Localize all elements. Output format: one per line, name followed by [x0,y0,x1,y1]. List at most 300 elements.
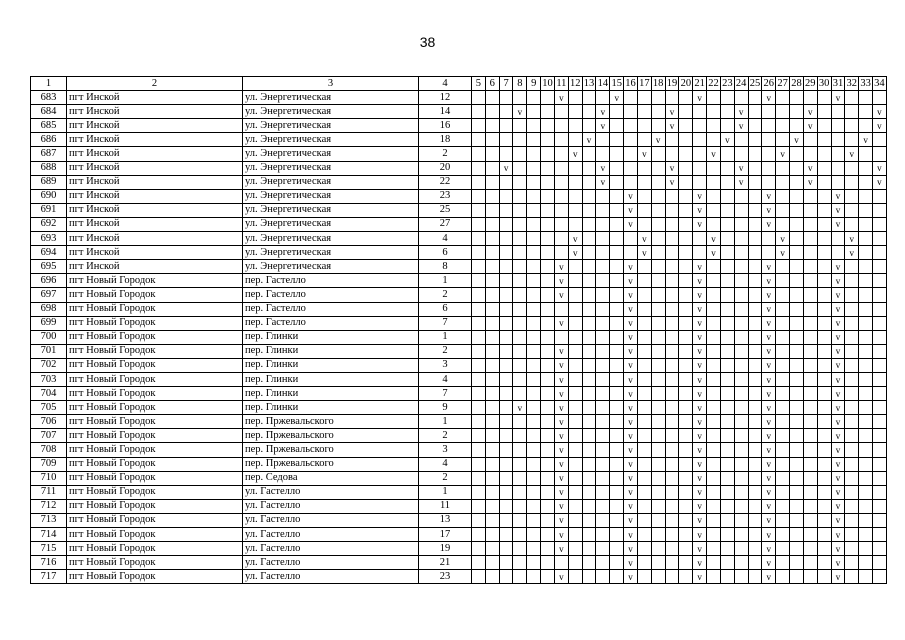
empty-cell [582,542,596,556]
empty-cell [873,260,887,274]
mark-cell: v [554,316,568,330]
mark-cell: v [693,316,707,330]
empty-cell [637,288,651,302]
empty-cell [568,387,582,401]
empty-cell [527,119,541,133]
house-number-cell: 1 [419,415,472,429]
table-row [31,415,887,429]
empty-cell [762,147,776,161]
mark-cell: v [554,372,568,386]
empty-cell [679,330,693,344]
mark-cell: v [693,217,707,231]
empty-cell [762,232,776,246]
empty-cell [485,457,499,471]
empty-cell [790,330,804,344]
house-number-cell: 16 [419,119,472,133]
empty-cell [527,513,541,527]
empty-cell [527,330,541,344]
empty-cell [817,91,831,105]
mark-cell: v [707,246,721,260]
mark-cell: v [803,105,817,119]
empty-cell [485,203,499,217]
empty-cell [637,119,651,133]
empty-cell [845,119,859,133]
mark-cell: v [762,556,776,570]
empty-cell [610,119,624,133]
empty-cell [610,471,624,485]
mark-cell: v [831,471,845,485]
empty-cell [541,570,555,584]
empty-cell [720,457,734,471]
mark-cell: v [831,91,845,105]
empty-cell [859,274,873,288]
empty-cell [859,302,873,316]
mark-cell: v [624,189,638,203]
empty-cell [596,274,610,288]
settlement-cell: пгт Инской [67,246,243,260]
empty-cell [845,161,859,175]
empty-cell [472,556,486,570]
empty-cell [624,147,638,161]
empty-cell [748,457,762,471]
empty-cell [541,203,555,217]
empty-cell [679,372,693,386]
mark-cell: v [554,260,568,274]
mark-cell: v [624,471,638,485]
empty-cell [527,232,541,246]
empty-cell [624,232,638,246]
mark-cell: v [624,358,638,372]
empty-cell [499,429,513,443]
empty-cell [665,429,679,443]
empty-cell [637,358,651,372]
empty-cell [845,485,859,499]
empty-cell [499,485,513,499]
row-number-cell: 689 [31,175,67,189]
empty-cell [817,119,831,133]
empty-cell [707,316,721,330]
settlement-cell: пгт Новый Городок [67,387,243,401]
row-number-cell: 699 [31,316,67,330]
empty-cell [790,499,804,513]
empty-cell [651,485,665,499]
empty-cell [472,147,486,161]
empty-cell [485,147,499,161]
mark-cell: v [831,401,845,415]
header-cell: 29 [803,77,817,91]
empty-cell [527,372,541,386]
mark-cell: v [624,485,638,499]
settlement-cell: пгт Новый Городок [67,528,243,542]
empty-cell [707,203,721,217]
header-cell: 18 [651,77,665,91]
mark-cell: v [693,457,707,471]
empty-cell [790,246,804,260]
mark-cell: v [624,429,638,443]
mark-cell: v [554,91,568,105]
empty-cell [720,316,734,330]
empty-cell [610,316,624,330]
settlement-cell: пгт Новый Городок [67,443,243,457]
empty-cell [568,471,582,485]
empty-cell [541,119,555,133]
street-cell: пер. Пржевальского [243,429,419,443]
empty-cell [790,189,804,203]
house-number-cell: 12 [419,91,472,105]
settlement-cell: пгт Новый Городок [67,556,243,570]
row-number-cell: 710 [31,471,67,485]
empty-cell [817,246,831,260]
header-cell: 30 [817,77,831,91]
street-cell: ул. Энергетическая [243,246,419,260]
settlement-cell: пгт Новый Городок [67,372,243,386]
empty-cell [707,119,721,133]
empty-cell [485,189,499,203]
header-cell: 11 [554,77,568,91]
empty-cell [596,288,610,302]
empty-cell [499,513,513,527]
empty-cell [762,105,776,119]
settlement-cell: пгт Новый Городок [67,316,243,330]
mark-cell: v [665,175,679,189]
empty-cell [485,499,499,513]
empty-cell [610,499,624,513]
empty-cell [817,485,831,499]
house-number-cell: 20 [419,161,472,175]
empty-cell [707,274,721,288]
row-number-cell: 684 [31,105,67,119]
empty-cell [803,133,817,147]
empty-cell [610,232,624,246]
empty-cell [845,175,859,189]
empty-cell [679,415,693,429]
empty-cell [568,330,582,344]
empty-cell [679,246,693,260]
empty-cell [582,147,596,161]
empty-cell [665,133,679,147]
row-number-cell: 687 [31,147,67,161]
empty-cell [513,288,527,302]
empty-cell [873,401,887,415]
empty-cell [527,246,541,260]
table-row [31,344,887,358]
empty-cell [720,105,734,119]
empty-cell [596,387,610,401]
empty-cell [513,372,527,386]
mark-cell: v [762,372,776,386]
empty-cell [610,274,624,288]
empty-cell [679,344,693,358]
empty-cell [541,133,555,147]
empty-cell [472,161,486,175]
mark-cell: v [665,105,679,119]
mark-cell: v [831,316,845,330]
empty-cell [651,302,665,316]
empty-cell [568,542,582,556]
empty-cell [499,330,513,344]
empty-cell [582,316,596,330]
empty-cell [651,232,665,246]
empty-cell [637,443,651,457]
empty-cell [499,302,513,316]
empty-cell [734,570,748,584]
empty-cell [472,443,486,457]
empty-cell [665,344,679,358]
empty-cell [485,344,499,358]
empty-cell [776,387,790,401]
settlement-cell: пгт Инской [67,161,243,175]
empty-cell [859,217,873,231]
empty-cell [610,203,624,217]
empty-cell [485,133,499,147]
mark-cell: v [831,485,845,499]
empty-cell [582,175,596,189]
empty-cell [748,161,762,175]
empty-cell [513,189,527,203]
empty-cell [527,387,541,401]
empty-cell [803,203,817,217]
empty-cell [776,429,790,443]
empty-cell [790,161,804,175]
empty-cell [472,415,486,429]
house-number-cell: 21 [419,556,472,570]
empty-cell [859,542,873,556]
empty-cell [665,570,679,584]
street-cell: ул. Энергетическая [243,133,419,147]
empty-cell [541,513,555,527]
empty-cell [859,429,873,443]
empty-cell [665,372,679,386]
empty-cell [485,288,499,302]
settlement-cell: пгт Инской [67,189,243,203]
mark-cell: v [693,556,707,570]
empty-cell [790,513,804,527]
mark-cell: v [596,105,610,119]
empty-cell [748,217,762,231]
empty-cell [859,203,873,217]
empty-cell [845,133,859,147]
row-number-cell: 692 [31,217,67,231]
empty-cell [679,119,693,133]
empty-cell [803,429,817,443]
empty-cell [582,161,596,175]
header-cell: 6 [485,77,499,91]
empty-cell [734,330,748,344]
empty-cell [707,175,721,189]
mark-cell: v [554,528,568,542]
empty-cell [610,302,624,316]
empty-cell [790,528,804,542]
empty-cell [707,330,721,344]
empty-cell [596,499,610,513]
empty-cell [596,556,610,570]
empty-cell [485,274,499,288]
empty-cell [817,401,831,415]
empty-cell [527,260,541,274]
empty-cell [803,415,817,429]
empty-cell [748,274,762,288]
empty-cell [472,105,486,119]
empty-cell [817,556,831,570]
empty-cell [817,513,831,527]
empty-cell [720,147,734,161]
empty-cell [472,372,486,386]
empty-cell [485,175,499,189]
empty-cell [845,105,859,119]
empty-cell [554,302,568,316]
street-cell: ул. Энергетическая [243,105,419,119]
empty-cell [734,499,748,513]
street-cell: ул. Энергетическая [243,203,419,217]
mark-cell: v [831,443,845,457]
empty-cell [748,105,762,119]
mark-cell: v [803,161,817,175]
empty-cell [582,203,596,217]
mark-cell: v [693,471,707,485]
mark-cell: v [776,246,790,260]
empty-cell [873,471,887,485]
empty-cell [803,358,817,372]
empty-cell [859,316,873,330]
schedule-table [30,76,887,584]
empty-cell [499,443,513,457]
street-cell: пер. Пржевальского [243,415,419,429]
header-cell: 12 [568,77,582,91]
empty-cell [527,302,541,316]
empty-cell [568,443,582,457]
empty-cell [720,387,734,401]
empty-cell [651,443,665,457]
empty-cell [803,302,817,316]
mark-cell: v [624,513,638,527]
empty-cell [873,232,887,246]
empty-cell [790,203,804,217]
empty-cell [679,358,693,372]
empty-cell [568,217,582,231]
empty-cell [803,443,817,457]
table-row [31,189,887,203]
empty-cell [707,556,721,570]
empty-cell [734,358,748,372]
street-cell: ул. Гастелло [243,542,419,556]
empty-cell [610,161,624,175]
empty-cell [527,457,541,471]
page-number: 38 [419,34,436,50]
empty-cell [803,387,817,401]
empty-cell [568,260,582,274]
mark-cell: v [665,119,679,133]
header-cell: 2 [67,77,243,91]
mark-cell: v [762,443,776,457]
empty-cell [707,372,721,386]
street-cell: пер. Пржевальского [243,443,419,457]
empty-cell [513,556,527,570]
empty-cell [527,358,541,372]
empty-cell [665,387,679,401]
settlement-cell: пгт Инской [67,175,243,189]
empty-cell [568,401,582,415]
empty-cell [720,91,734,105]
table-row [31,119,887,133]
empty-cell [582,401,596,415]
empty-cell [776,372,790,386]
header-cell: 20 [679,77,693,91]
empty-cell [734,203,748,217]
empty-cell [651,429,665,443]
empty-cell [527,274,541,288]
empty-cell [776,316,790,330]
empty-cell [582,570,596,584]
empty-cell [665,471,679,485]
empty-cell [527,147,541,161]
empty-cell [610,372,624,386]
street-cell: пер. Глинки [243,401,419,415]
mark-cell: v [762,316,776,330]
empty-cell [707,415,721,429]
empty-cell [596,570,610,584]
empty-cell [485,358,499,372]
mark-cell: v [568,232,582,246]
mark-cell: v [624,499,638,513]
empty-cell [596,528,610,542]
empty-cell [499,556,513,570]
empty-cell [541,415,555,429]
row-number-cell: 717 [31,570,67,584]
empty-cell [873,542,887,556]
row-number-cell: 685 [31,119,67,133]
empty-cell [790,217,804,231]
empty-cell [582,443,596,457]
empty-cell [679,443,693,457]
empty-cell [748,260,762,274]
empty-cell [513,415,527,429]
empty-cell [513,119,527,133]
empty-cell [637,415,651,429]
empty-cell [707,570,721,584]
mark-cell: v [554,401,568,415]
house-number-cell: 27 [419,217,472,231]
empty-cell [734,260,748,274]
empty-cell [707,485,721,499]
settlement-cell: пгт Инской [67,91,243,105]
empty-cell [859,119,873,133]
empty-cell [637,330,651,344]
mark-cell: v [513,105,527,119]
table-row [31,260,887,274]
empty-cell [859,175,873,189]
empty-cell [596,260,610,274]
empty-cell [803,556,817,570]
empty-cell [720,570,734,584]
empty-cell [679,570,693,584]
empty-cell [776,119,790,133]
empty-cell [817,217,831,231]
header-cell: 1 [31,77,67,91]
mark-cell: v [693,485,707,499]
empty-cell [845,457,859,471]
empty-cell [499,499,513,513]
empty-cell [859,161,873,175]
row-number-cell: 690 [31,189,67,203]
mark-cell: v [624,302,638,316]
empty-cell [582,330,596,344]
empty-cell [527,443,541,457]
empty-cell [637,133,651,147]
empty-cell [817,372,831,386]
row-number-cell: 698 [31,302,67,316]
empty-cell [720,274,734,288]
empty-cell [624,119,638,133]
